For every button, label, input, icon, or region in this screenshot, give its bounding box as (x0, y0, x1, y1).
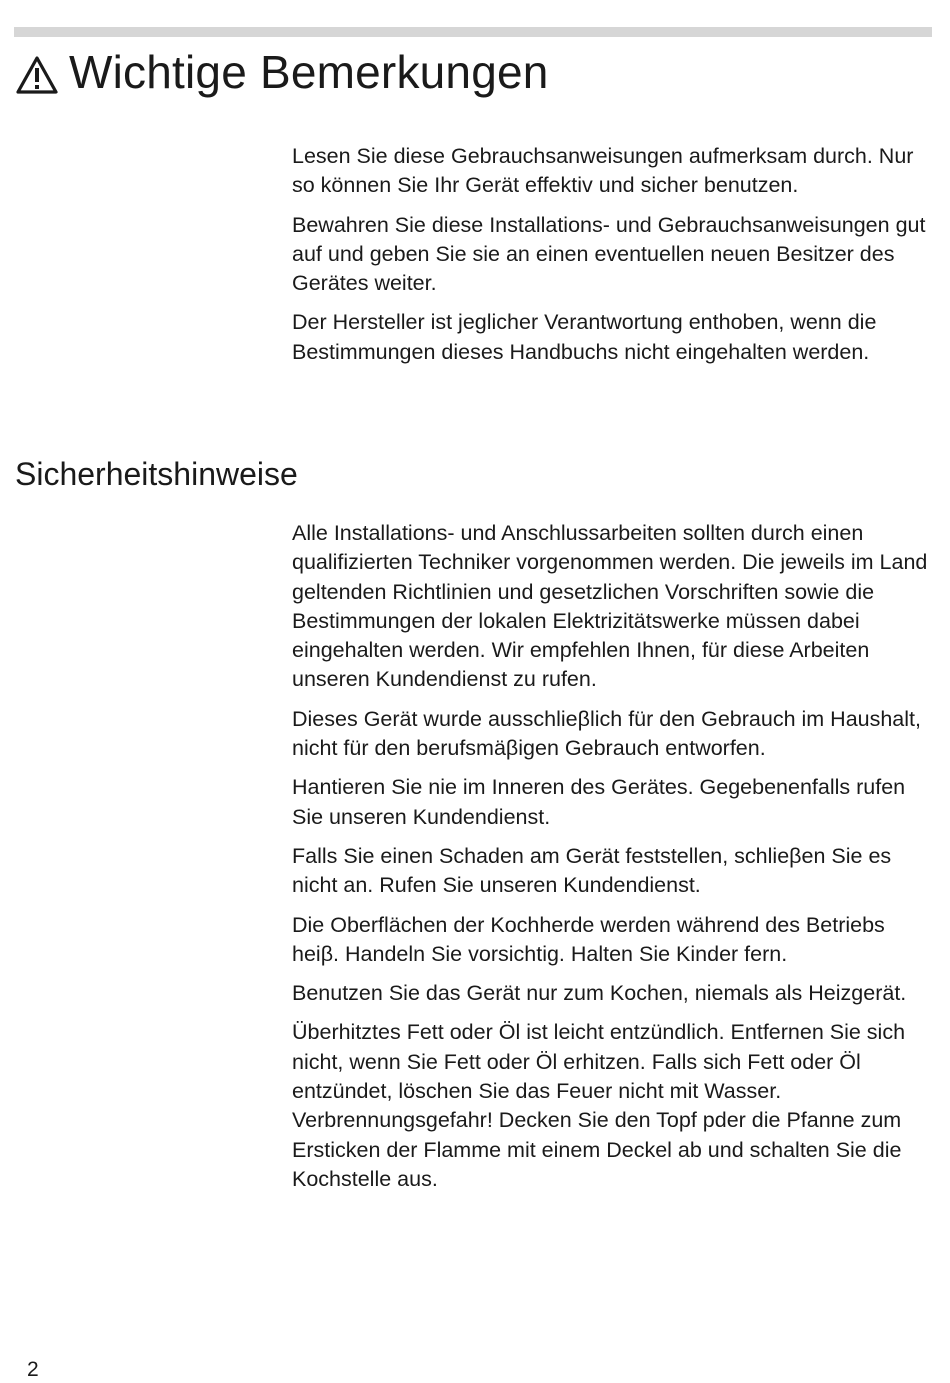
safety-paragraph: Hantieren Sie nie im Inneren des Gerätes. Gegebenenfalls rufen Sie unseren Kundendienst. (292, 775, 906, 829)
safety-section (292, 519, 932, 1204)
intro-section (292, 142, 932, 377)
safety-paragraph: Die Oberflächen der Kochherde werden während des Betriebs heiβ. Handeln Sie vorsichtig. Halten Sie Kinder fern. (292, 912, 885, 966)
safety-paragraph: Überhitztes Fett oder Öl ist leicht entzündlich. Entfernen Sie sich nicht, wenn Sie Fett oder Öl erhitzen. Falls sich Fett oder Öl entzündet, löschen Sie das Feuer nicht mit Wasser. Verbrennungsgefahr! Decken Sie den Topf pder die Pfanne zum Ersticken der Flamme mit einem Deckel ab und schalten Sie die Kochstelle aus. (292, 1020, 906, 1191)
page-title (15, 42, 549, 102)
intro-paragraph: Der Hersteller ist jeglicher Verantwortung enthoben, wenn die Bestimmungen dieses Handbuchs nicht eingehalten werden. (292, 310, 877, 364)
header-rule (14, 27, 932, 37)
warning-triangle-icon (15, 52, 59, 92)
safety-paragraph: Benutzen Sie das Gerät nur zum Kochen, niemals als Heizgerät. (292, 981, 907, 1006)
page-title-text: Wichtige Bemerkungen (69, 46, 549, 98)
safety-paragraph: Alle Installations- und Anschlussarbeiten sollten durch einen qualifizierten Techniker vorgenommen werden. Die jeweils im Land geltenden Richtlinien und gesetzlichen Vorschriften sowie die Bestimmungen der lokalen Elektrizitätswerke müssen dabei eingehalten werden. Wir empfehlen Ihnen, für diese Arbeiten unseren Kundendienst zu rufen. (292, 521, 928, 692)
intro-paragraph: Bewahren Sie diese Installations- und Gebrauchsanweisungen gut auf und geben Sie sie an einen eventuellen neuen Besitzer des Gerätes weiter. (292, 212, 926, 296)
section-title-safety: Sicherheitshinweise (15, 456, 298, 492)
safety-paragraph: Dieses Gerät wurde ausschlieβlich für den Gebrauch im Haushalt, nicht für den berufsmäβigen Gebrauch entworfen. (292, 706, 921, 761)
intro-paragraph: Lesen Sie diese Gebrauchsanweisungen aufmerksam durch. Nur so können Sie Ihr Gerät effektiv und sicher benutzen. (292, 144, 914, 198)
safety-paragraph: Falls Sie einen Schaden am Gerät feststellen, schlieβen Sie es nicht an. Rufen Sie unseren Kundendienst. (292, 843, 892, 898)
page-number: 2 (27, 1358, 39, 1381)
